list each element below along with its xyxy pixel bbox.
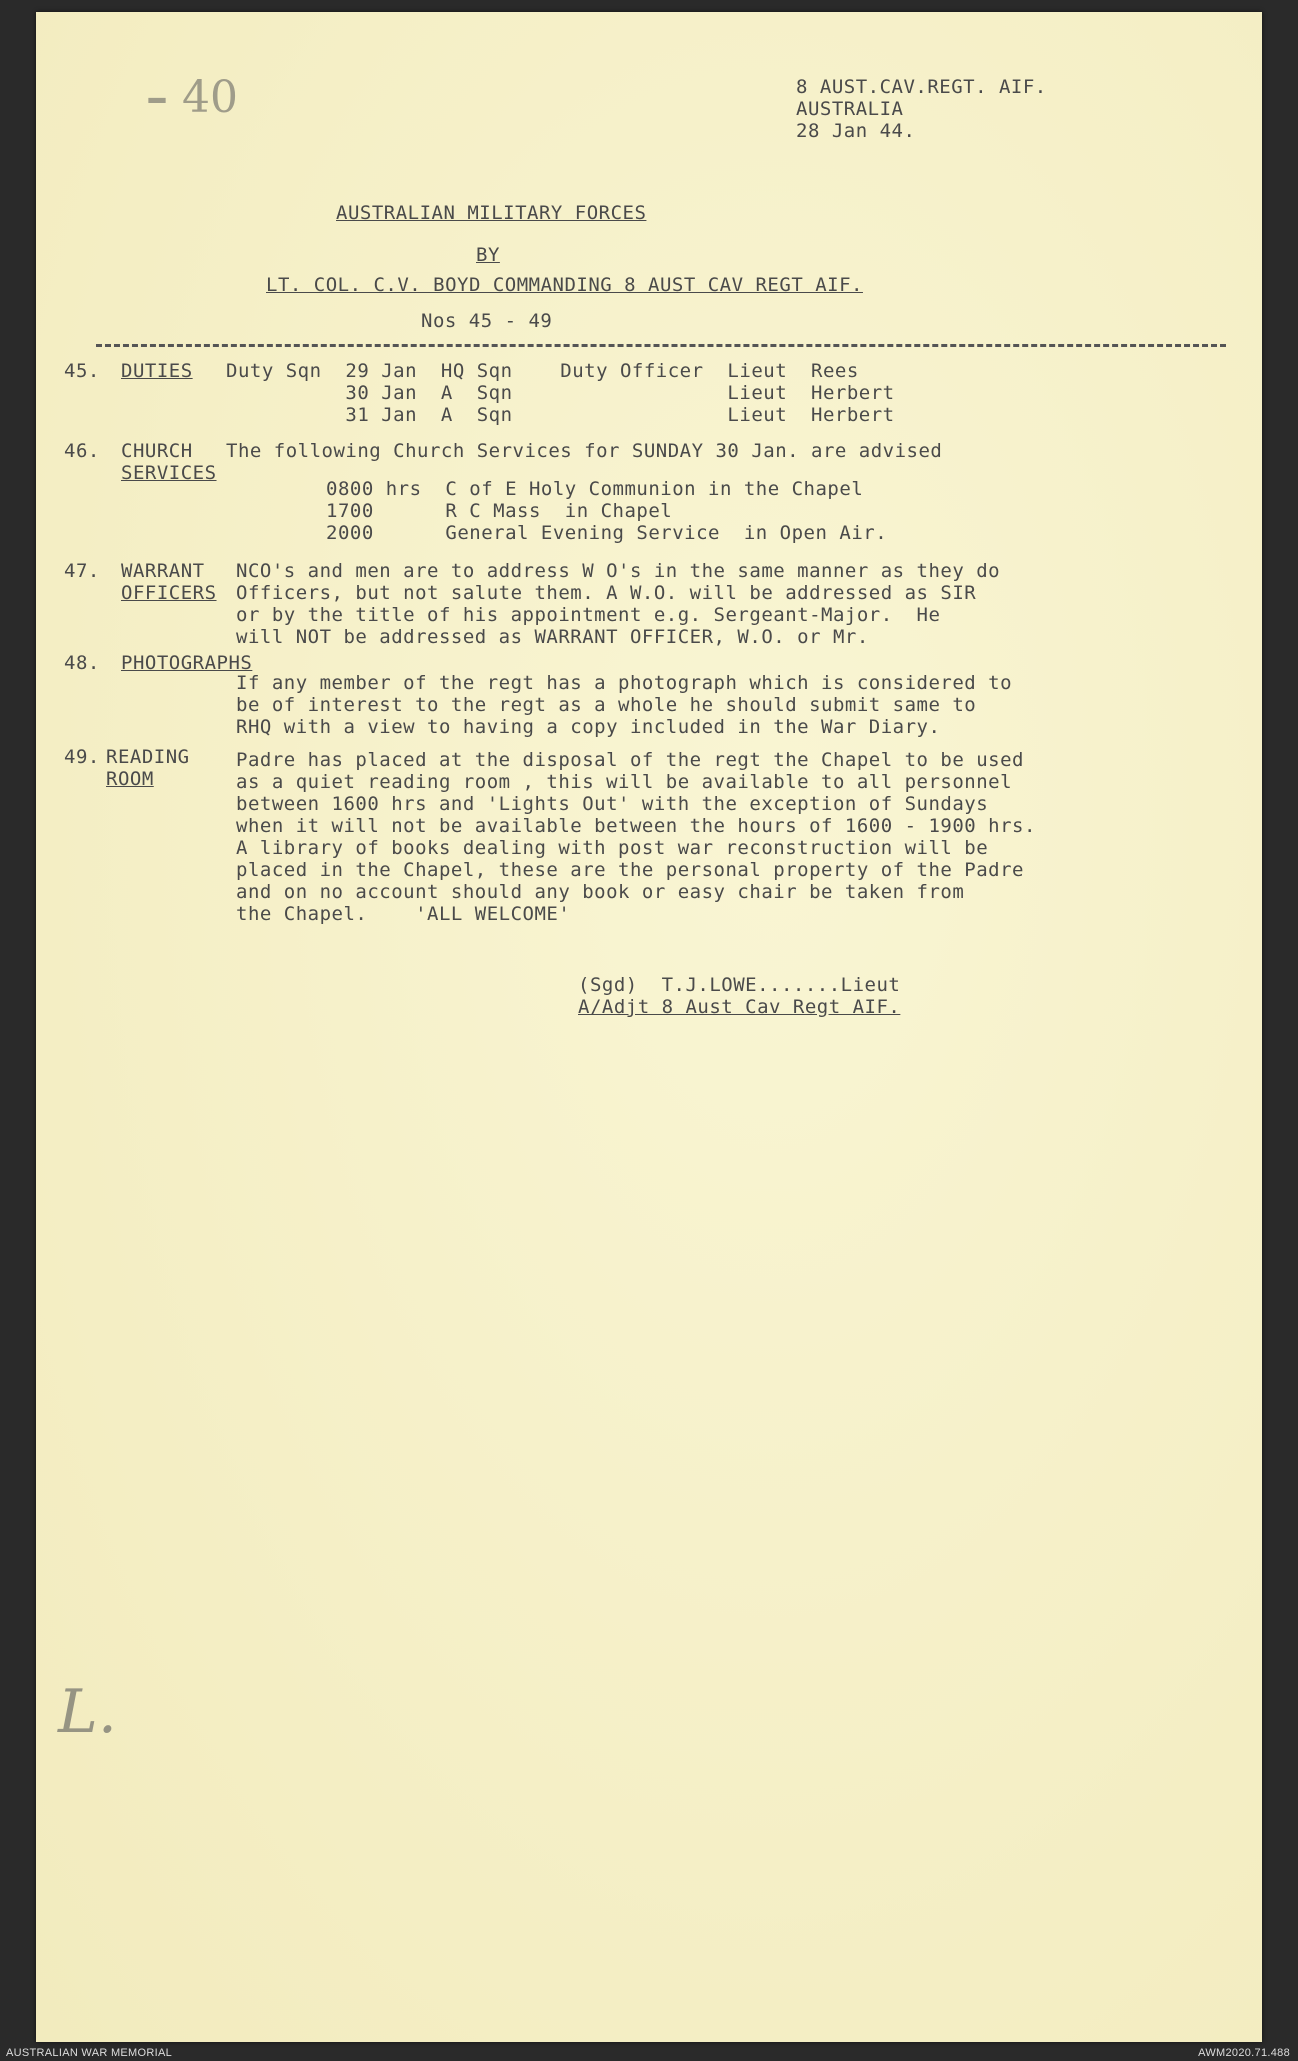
item-47-line3: or by the title of his appointment e.g. Sergeant-Major. He: [236, 604, 941, 626]
title-line3: LT. COL. C.V. BOYD COMMANDING 8 AUST CAV REGT AIF.: [266, 274, 863, 296]
item-49-line2: as a quiet reading room , this will be available to all personnel: [236, 771, 1013, 793]
header-date: 28 Jan 44.: [796, 120, 916, 142]
item-49-heading1: READING: [106, 746, 190, 768]
divider-line: [96, 344, 1226, 347]
item-49-number: 49.: [64, 746, 100, 768]
item-49-line4: when it will not be available between the hours of 1600 - 1900 hrs.: [236, 815, 1036, 837]
item-45-row1: Duty Sqn 29 Jan HQ Sqn Duty Officer Lieut Rees: [226, 360, 859, 382]
item-48-line1: If any member of the regt has a photograph which is considered to: [236, 672, 1013, 694]
item-49-line3: between 1600 hrs and 'Lights Out' with the exception of Sundays: [236, 793, 989, 815]
item-48-line2: be of interest to the regt as a whole he should submit same to: [236, 694, 977, 716]
item-49-line5: A library of books dealing with post war reconstruction will be: [236, 837, 989, 859]
item-45-number: 45.: [64, 360, 100, 382]
header-unit: 8 AUST.CAV.REGT. AIF.: [796, 76, 1047, 98]
item-47-heading1: WARRANT: [121, 560, 205, 582]
item-46-service1: 0800 hrs C of E Holy Communion in the Chapel: [326, 478, 864, 500]
item-46-service2: 1700 R C Mass in Chapel: [326, 500, 673, 522]
item-49-line8: the Chapel. 'ALL WELCOME': [236, 903, 571, 925]
item-47-line1: NCO's and men are to address W O's in the same manner as they do: [236, 560, 1001, 582]
item-46-intro: The following Church Services for SUNDAY 30 Jan. are advised: [226, 440, 943, 462]
item-47-line4: will NOT be addressed as WARRANT OFFICER, W.O. or Mr.: [236, 626, 869, 648]
item-47-line2: Officers, but not salute them. A W.O. will be addressed as SIR: [236, 582, 977, 604]
item-45-row2: 30 Jan A Sqn Lieut Herbert: [226, 382, 895, 404]
title-line2: BY: [476, 244, 500, 266]
signature-line2: A/Adjt 8 Aust Cav Regt AIF.: [578, 996, 901, 1018]
footer-left: AUSTRALIAN WAR MEMORIAL: [6, 2047, 173, 2059]
item-46-number: 46.: [64, 440, 100, 462]
item-47-number: 47.: [64, 560, 100, 582]
item-45-row3: 31 Jan A Sqn Lieut Herbert: [226, 404, 895, 426]
document-page: [36, 12, 1262, 2042]
pencil-initial-bottom: L.: [58, 1677, 117, 1747]
signature-line1: (Sgd) T.J.LOWE.......Lieut: [578, 974, 901, 996]
item-49-line1: Padre has placed at the disposal of the regt the Chapel to be used: [236, 749, 1024, 771]
item-49-heading2: ROOM: [106, 768, 154, 790]
pencil-number: 40: [182, 72, 238, 123]
title-line4: Nos 45 - 49: [421, 310, 553, 332]
item-46-service3: 2000 General Evening Service in Open Air.: [326, 522, 888, 544]
item-48-heading: PHOTOGRAPHS: [121, 652, 253, 674]
pencil-dash: –: [146, 72, 168, 123]
header-country: AUSTRALIA: [796, 98, 904, 120]
pencil-annotation-top: [146, 72, 238, 123]
title-line1: AUSTRALIAN MILITARY FORCES: [336, 202, 647, 224]
item-49-line6: placed in the Chapel, these are the personal property of the Padre: [236, 859, 1024, 881]
item-48-number: 48.: [64, 652, 100, 674]
footer-right: AWM2020.71.488: [1198, 2047, 1290, 2059]
item-48-line3: RHQ with a view to having a copy included in the War Diary.: [236, 716, 941, 738]
item-49-line7: and on no account should any book or easy chair be taken from: [236, 881, 965, 903]
item-47-heading2: OFFICERS: [121, 582, 217, 604]
item-46-heading2: SERVICES: [121, 462, 217, 484]
item-45-heading: DUTIES: [121, 360, 193, 382]
item-46-heading1: CHURCH: [121, 440, 193, 462]
